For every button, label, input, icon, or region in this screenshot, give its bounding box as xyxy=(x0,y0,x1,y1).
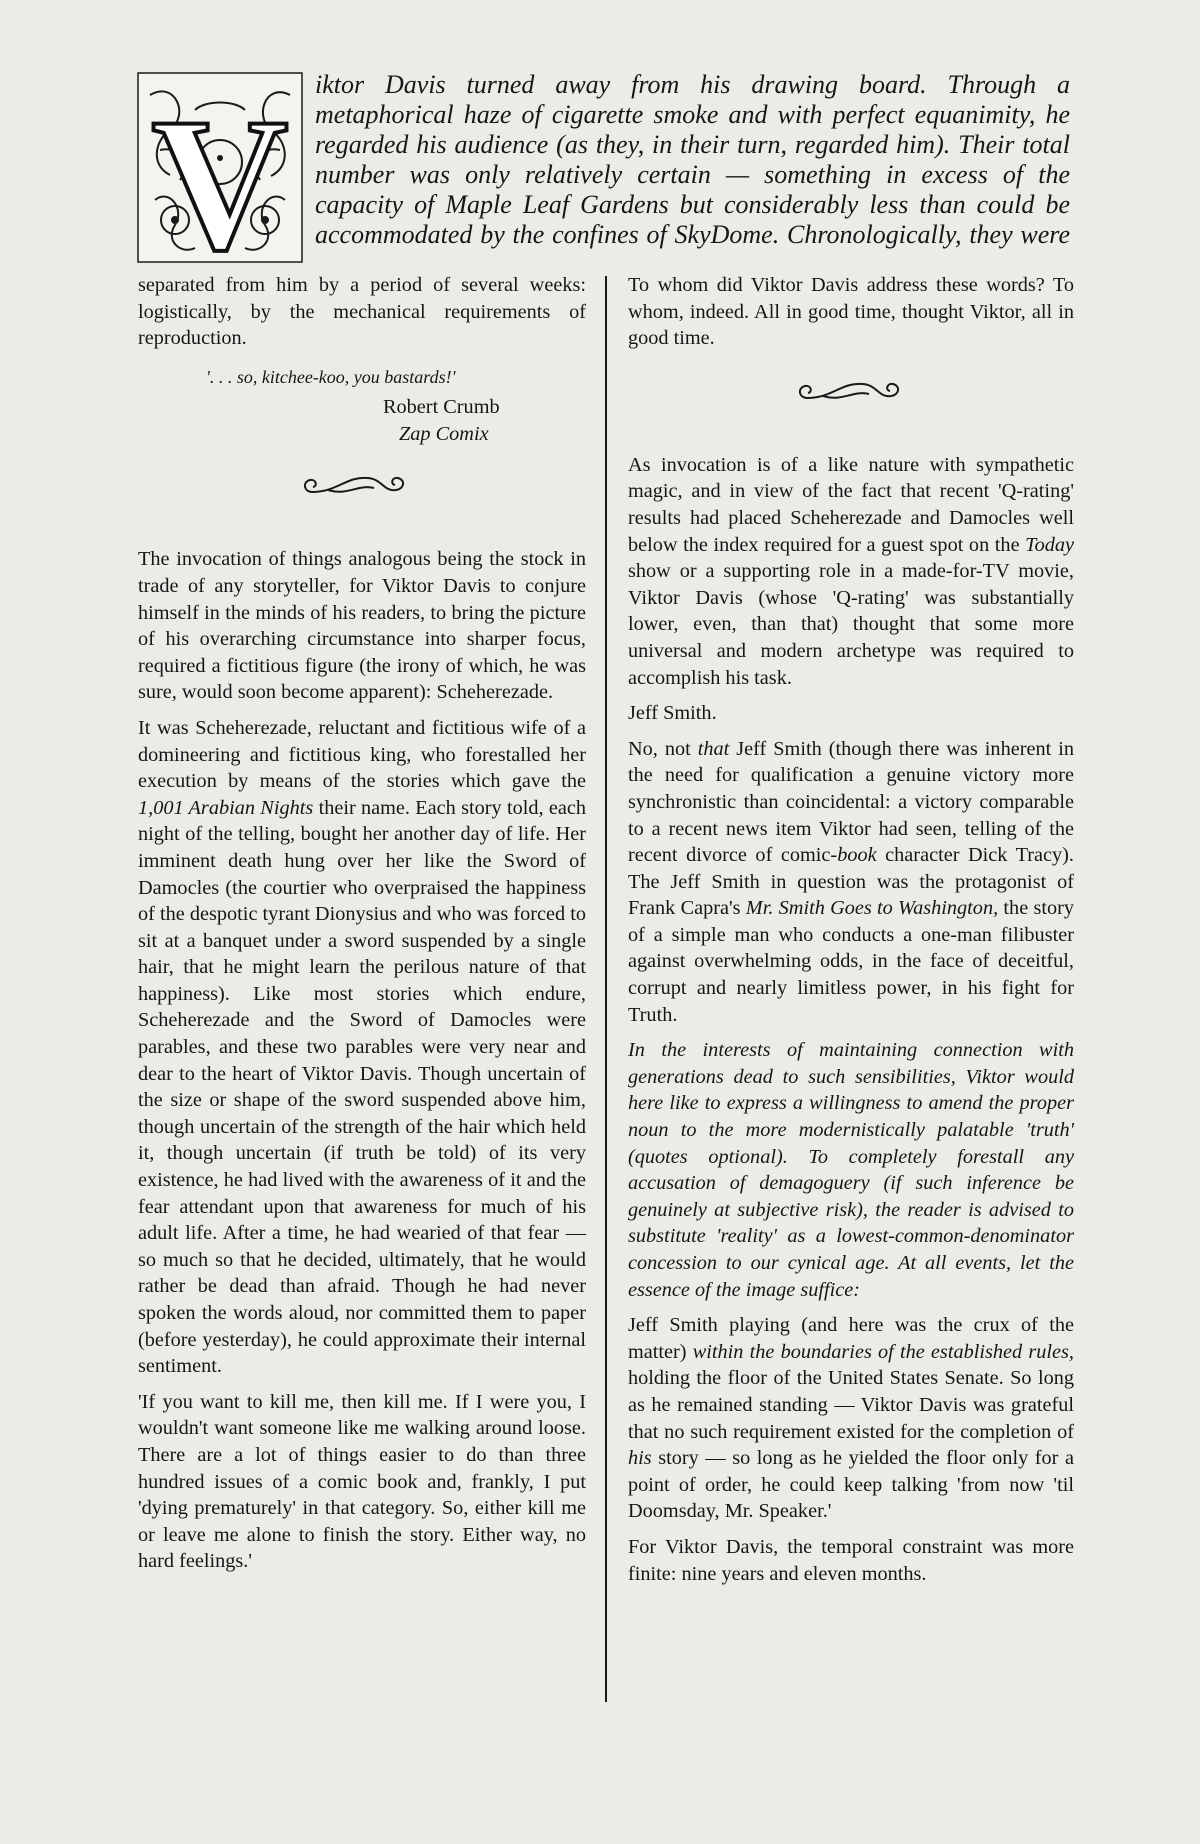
opening-text: iktor Davis turned away from his drawing board. Through a metaphorical haze of cigarette smoke and with perfect equanimity, he regarded his audience (as they, in their turn, regarded him). Their total number was only relatively certain — something in excess of the capacity of Maple Leaf Gardens but considerably less than could be accommodated by the confines of SkyDome. Chronologically, they were xyxy=(315,70,1070,249)
paragraph-speech: 'If you want to kill me, then kill me. If I were you, I wouldn't want someone like me walking around loose. There are a lot of things easier to do than three hundred issues of a comic book and, frankly, I put 'dying prematurely' in that category. So, either kill me or leave me alone to finish the story. Either way, no hard feelings.' xyxy=(138,1390,586,1573)
scroll-flourish-icon xyxy=(298,470,410,502)
right-column xyxy=(628,272,1074,1596)
epigraph-quote: '. . . so, kitchee-koo, you bastards!' xyxy=(206,366,456,387)
arabian-nights-title: 1,001 Arabian Nights xyxy=(138,796,314,819)
paragraph-invocation-magic: As invocation is of a like nature with sympathetic magic, and in view of the fact that recent 'Q-rating' results had placed Scheherezade and Damocles well below the index required for a guest spot on the Today show or a supporting role in a made-for-TV movie, Viktor Davis (whose 'Q-rating' was substantially lower, even, than that) thought that some more universal and modern archetype was required to accomplish his task. xyxy=(628,453,1074,689)
paragraph-continuation: separated from him by a period of several weeks: logistically, by the mechanical requirements of reproduction. xyxy=(138,274,586,350)
scroll-flourish-icon xyxy=(793,376,905,408)
epigraph-author: Robert Crumb xyxy=(383,396,500,419)
paragraph-not-that: No, not that Jeff Smith (though there was inherent in the need for qualification a genuine victory more synchronistic than coincidental: a victory comparable to a recent news item Viktor had seen, telling of the recent divorce of comic-book character Dick Tracy). The Jeff Smith in question was the protagonist of Frank Capra's Mr. Smith Goes to Washington, the story of a simple man who conducts a one-man filibuster against overwhelming odds, in the face of deceitful, corrupt and nearly limitless power, in his fight for Truth. xyxy=(628,737,1075,1026)
paragraph-playing: Jeff Smith playing (and here was the crux of the matter) within the boundaries of the established rules, holding the floor of the United States Senate. So long as he remained standing — Viktor Davis was grateful that no such requirement existed for the completion of his story — so long as he yielded the floor only for a point of order, he could keep talking 'from now 'til Doomsday, Mr. Speaker.' xyxy=(628,1314,1074,1523)
paragraph-whom: To whom did Viktor Davis address these words? To whom, indeed. All in good time, thought Viktor, all in good time. xyxy=(628,274,1074,350)
epigraph xyxy=(138,364,586,449)
paragraph-scheherezade: It was Scheherezade, reluctant and fictitious wife of a domineering and fictitious king, who forestalled her execution by means of the stories which gave the 1,001 Arabian Nights their name. Each story told, each night of the telling, bought her another day of life. Her imminent death hung over her like the Sword of Damocles (the courtier who overpraised the happiness of the despotic tyrant Dionysius and who was forced to sit at a banquet under a sword suspended by a single hair, that he might learn the perilous nature of that happiness). Like most stories which endure, Scheherezade and the Sword of Damocles were parables, and these two parables were very near and dear to the heart of Viktor Davis. Though uncertain of the size or shape of the sword suspended above him, though uncertain of the strength of the hair which held it, though uncertain (if truth be told) of its very existence, he had lived with the awareness of it and the fear attendant upon that awareness for much of his adult life. After a time, he had wearied of that fear — so much so that he decided, ultimately, that he would rather be dead than afraid. Though he had never spoken the words aloud, nor committed them to paper (before yesterday), he could approximate their internal sentiment. xyxy=(138,716,586,1378)
film-title: Mr. Smith Goes to Washington, xyxy=(745,897,999,920)
paragraph-final: For Viktor Davis, the temporal constraint was more finite: nine years and eleven months. xyxy=(628,1535,1074,1585)
column-divider xyxy=(605,276,607,1702)
paragraph-jeff-smith: Jeff Smith. xyxy=(628,702,717,725)
ornate-dropcap-icon xyxy=(135,70,305,265)
dropcap-letter: V xyxy=(151,80,289,265)
today-show-title: Today xyxy=(1025,533,1074,556)
left-column xyxy=(138,272,586,1584)
paragraph-invocation: The invocation of things analogous being the stock in trade of any storyteller, for Viktor Davis to conjure himself in the minds of his readers, to bring the picture of his overarching circumstance into sharper focus, required a fictitious figure (the irony of which, he was sure, would soon become apparent): Scheherezade. xyxy=(138,548,586,704)
epigraph-attribution xyxy=(138,394,586,448)
paragraph-interests: In the interests of maintaining connection with generations dead to such sensibilities, Viktor would here like to express a willingness to amend the proper noun to the more modernistically palatable 'truth' (quotes optional). To completely forestall any accusation of demagoguery (if such inference be genuinely at subjective risk), the reader is advised to substitute 'reality' as a lowest-common-denominator concession to our cynical age. At all events, let the essence of the image suffice: xyxy=(628,1039,1074,1301)
opening-paragraph xyxy=(135,70,1075,270)
epigraph-work: Zap Comix xyxy=(399,423,489,446)
